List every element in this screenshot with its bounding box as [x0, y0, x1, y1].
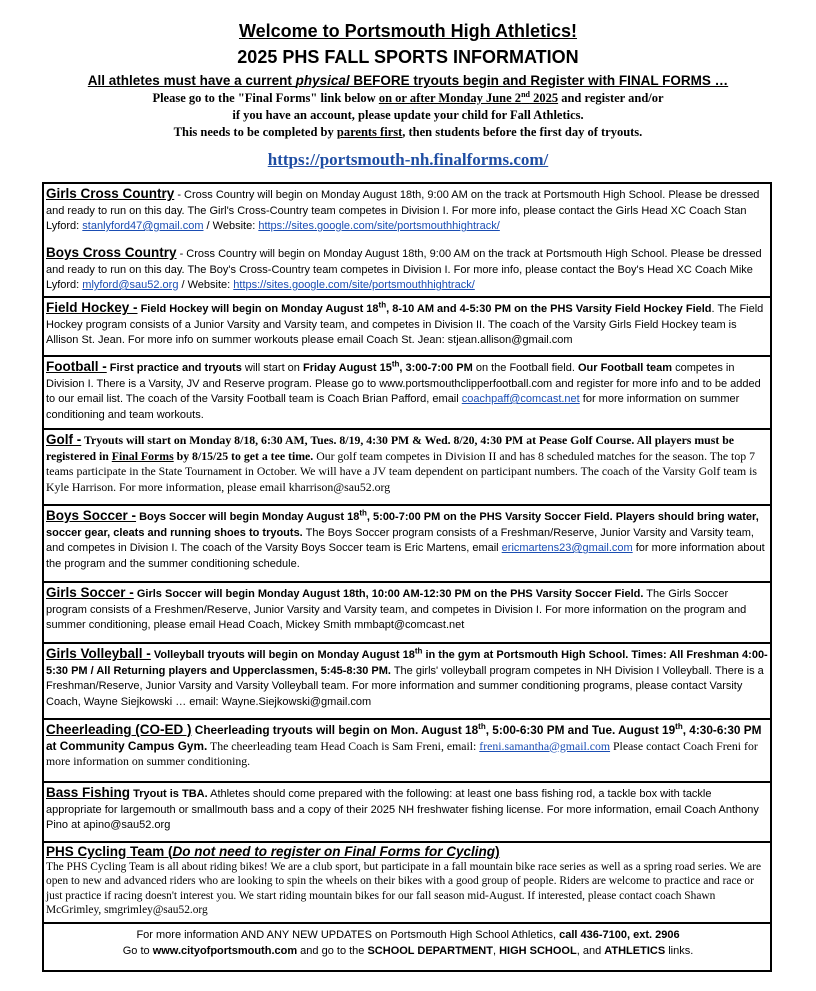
final-forms-url — [0, 149, 816, 171]
cheerleading-bold-c: , 4:30-6:30 PM at Community Campus Gym. — [46, 723, 762, 753]
divider-6 — [44, 642, 770, 644]
divider-4 — [44, 504, 770, 506]
instruction-date-text: on or after Monday June 2 — [378, 91, 522, 105]
girls-xc-mid: / Website: — [203, 220, 259, 232]
golf-bold-b: Final Forms — [111, 448, 174, 463]
bass-fishing-text: Athletes should come prepared with the following: at least one bass fishing rod, a tackle box with tackle appropriate for largemouth or smallmouth bass and a copy of their 2025 NH freshwater fishing license. For more information, email Coach Anthony Pino at apino@sau52.org — [46, 788, 759, 831]
instruction-date-sup: nd — [521, 89, 530, 99]
football-email-link[interactable]: coachpaff@comcast.net — [461, 393, 580, 405]
cycling-title-c: ) — [495, 844, 500, 859]
cheerleading-title: Cheerleading (CO-ED ) — [46, 722, 192, 737]
footer-line-2-e: , — [492, 945, 500, 957]
final-forms-link[interactable]: https://portsmouth-nh.finalforms.com/ — [267, 150, 549, 169]
section-girls-cross-country — [46, 186, 770, 235]
footer-line-1 — [46, 927, 770, 943]
football-bold-b: Friday August 15 — [302, 362, 392, 374]
volleyball-bold-a: Volleyball tryouts will begin on Monday August 18 — [150, 649, 415, 661]
girls-soccer-text: The Girls Soccer program consists of a Freshmen/Reserve, Junior Varsity and Varsity team, and competes in Division I. For more information on the program and summer conditioning, please email Head Coach, Mickey Smith mmbapt@comcast.net — [46, 588, 747, 631]
cheerleading-email-link[interactable]: freni.samantha@gmail.com — [479, 738, 611, 753]
parents-instruction — [0, 124, 816, 141]
requirement-text-c: BEFORE tryouts begin and Register with FINAL FORMS … — [349, 73, 729, 88]
footer-school-dept: SCHOOL DEPARTMENT — [367, 945, 493, 957]
update-instruction: if you have an account, please update your child for Fall Athletics. — [232, 108, 584, 122]
footer-phone: call 436-7100, ext. 2906 — [559, 929, 680, 941]
section-bass-fishing — [46, 785, 770, 834]
volleyball-text: The girls' volleyball program competes in NH Division I Volleyball. There is a Freshman/Reserve, Junior Varsity and Varsity Volleyball team. For more information and summer conditioning programs, please contact Varsity Coach, Wayne Siejkowski … email: Wayne.Siejkowski@gmail.com — [46, 664, 764, 708]
footer-line-2 — [46, 943, 770, 959]
boys-xc-website-link[interactable]: https://sites.google.com/site/portsmouthhightrack/ — [233, 279, 475, 291]
footer-line-2-a: Go to — [122, 945, 153, 957]
girls-soccer-title: Girls Soccer - — [46, 585, 134, 600]
field-hockey-title: Field Hockey - — [46, 300, 138, 315]
divider-9 — [44, 841, 770, 843]
footer-website[interactable]: www.cityofportsmouth.com — [152, 945, 298, 957]
section-girls-volleyball — [46, 646, 770, 710]
golf-bold-a: Tryouts will start on Monday 8/18, 6:30 AM, Tues. 8/19, 4:30 PM & Wed. 8/20, 4:30 PM at Pease Golf Course. All players must be registered in — [46, 433, 734, 463]
section-field-hockey — [46, 300, 770, 349]
field-hockey-bold-b: , 8-10 AM and 4-5:30 PM on the PHS Varsity Field Hockey Field — [386, 303, 712, 315]
girls-xc-email-link[interactable]: stanlyford47@gmail.com — [82, 220, 204, 232]
final-forms-instruction — [0, 90, 816, 107]
section-boys-cross-country — [46, 245, 770, 294]
instruction-a: Please go to the "Final Forms" link below — [152, 91, 379, 105]
parents-c: , then students before the first day of tryouts. — [402, 125, 643, 139]
instruction-date — [379, 91, 558, 105]
cheerleading-text-a: The cheerleading team Head Coach is Sam Freni, email: — [207, 738, 480, 753]
requirement-physical: physical — [295, 73, 350, 88]
divider-2 — [44, 355, 770, 357]
volleyball-sup: th — [414, 646, 423, 656]
divider-10 — [44, 922, 770, 924]
requirement-text-a: All athletes must have a current — [87, 73, 296, 88]
football-bold-d: Our Football team — [577, 362, 673, 374]
footer-high-school: HIGH SCHOOL — [499, 945, 577, 957]
boys-soccer-title: Boys Soccer - — [46, 508, 137, 523]
cheerleading-sup-1: th — [478, 722, 486, 732]
divider-5 — [44, 581, 770, 583]
boys-xc-email-link[interactable]: mlyford@sau52.org — [82, 279, 179, 291]
welcome-title: Welcome to Portsmouth High Athletics! — [238, 21, 578, 41]
cheerleading-text-b: Please contact Coach Freni for more information on summer conditioning. — [46, 738, 758, 768]
football-title: Football - — [46, 359, 107, 374]
document-header — [0, 18, 816, 171]
footer-athletics: ATHLETICS — [604, 945, 666, 957]
field-hockey-sup: th — [378, 300, 387, 310]
footer-line-2-i: links. — [665, 945, 694, 957]
football-bold-a: First practice and tryouts — [106, 362, 242, 374]
physical-requirement — [0, 72, 816, 90]
section-girls-soccer — [46, 585, 770, 634]
football-text-a: will start on — [241, 362, 303, 374]
football-text-d: for more information on summer conditioning and team workouts. — [46, 393, 740, 421]
boys-soccer-text-a: The Boys Soccer program consists of a Freshman/Reserve, Junior Varsity and Varsity team, and competes in Division I. The coach of the Varsity Boys Soccer team is Eric Martens, email — [46, 526, 754, 554]
fall-sports-subtitle: 2025 PHS FALL SPORTS INFORMATION — [237, 47, 579, 67]
instruction-d: and register and/or — [558, 91, 664, 105]
cycling-title — [46, 845, 770, 860]
boys-xc-mid: / Website: — [178, 279, 234, 291]
football-bold-c: , 3:00-7:00 PM — [399, 362, 473, 374]
bass-fishing-title: Bass Fishing — [46, 785, 131, 800]
boys-soccer-bold-b: , 5:00-7:00 PM on the PHS Varsity Soccer Field. Players should bring water, soccer gear, cleats and running shoes to tryouts. — [46, 511, 759, 539]
section-golf — [46, 432, 770, 495]
divider-1 — [44, 296, 770, 298]
cycling-title-a: PHS Cycling Team ( — [46, 844, 173, 859]
boys-soccer-bold-a: Boys Soccer will begin Monday August 18 — [136, 511, 360, 523]
section-football — [46, 359, 770, 423]
cycling-text: The PHS Cycling Team is all about riding bikes! We are a club sport, but participate in a fall mountain bike race series as well as a spring road series. We are open to new and advanced riders who are looking to spin the wheels on their bikes with a good group of people. Riders are welcome to practice and race or just practice if racing doesn't interest you. We start riding mountain bikes for our fall season mid-August. If interested, please contact coach Shawn McGrimley, smgrimley@sau52.org — [46, 860, 762, 916]
cheerleading-bold-a: Cheerleading tryouts will begin on Mon. August 18 — [191, 723, 479, 737]
field-hockey-text: . The Field Hockey program consists of a Junior Varsity and Varsity team, and competes in Division II. The coach of the Varsity Girls Field Hockey team is Allison St. Jean. For more info on summer workouts please email Coach St. Jean: stjean.allison@gmail.com — [46, 303, 764, 346]
boys-xc-text: - Cross Country will begin on Monday August 18th, 9:00 AM on the track at Portsmouth High School. Please be dressed and ready to run on this day. The Boy's Cross-Country team competes in Division I. For more info, please contact the Boy's Head XC Coach Mike Lyford: — [46, 248, 762, 291]
girls-xc-title: Girls Cross Country — [46, 186, 175, 201]
instruction-year: 2025 — [529, 91, 559, 105]
footer-line-2-g: , and — [576, 945, 605, 957]
golf-text: Our golf team competes in Division II and has 8 scheduled matches for the season. The top 7 teams participate in the State Tournament in October. We will have a JV team dependent on participant numbers. The coach of the Varsity Golf team is Kyle Harrison. For more information, please email kharrison@sau52.org — [46, 448, 757, 494]
parents-b: parents first — [336, 125, 403, 139]
football-text-c: competes in Division I. There is a Varsity, JV and Reserve program. Please go to www.portsmouthclipperfootball.com and register for more info and to be added to our email list. The coach of the Varsity Football team is Coach Brian Pafford, email — [46, 362, 761, 405]
boys-soccer-text-b: for more information about the program and the summer conditioning schedule. — [46, 542, 765, 570]
football-sup: th — [391, 359, 400, 369]
divider-7 — [44, 718, 770, 720]
cycling-title-b: Do not need to register on Final Forms for Cycling — [172, 844, 496, 859]
girls-soccer-bold-a: Girls Soccer will begin Monday August 18th, 10:00 AM-12:30 PM on the PHS Varsity Soccer Field. — [133, 588, 644, 600]
girls-xc-text: - Cross Country will begin on Monday August 18th, 9:00 AM on the track at Portsmouth High School. Please be dressed and ready to run on this day. The Girl's Cross-Country team competes in Division I. For more info, please contact the Girls Head XC Coach Stan Lyford: — [46, 189, 760, 232]
divider-3 — [44, 428, 770, 430]
section-cycling — [46, 845, 770, 918]
volleyball-bold-b: in the gym at Portsmouth High School. Times: All Freshman 4:00-5:30 PM / All Returning players and Upperclassmen, 5:45-8:30 PM. — [46, 649, 768, 677]
section-cheerleading — [46, 722, 770, 770]
divider-8 — [44, 781, 770, 783]
boys-soccer-sup: th — [359, 508, 367, 518]
football-text-b: on the Football field. — [472, 362, 578, 374]
footer-info — [46, 927, 770, 959]
golf-bold-c: by 8/15/25 to get a tee time. — [173, 448, 314, 463]
section-boys-soccer — [46, 508, 770, 572]
footer-line-2-c: and go to the — [297, 945, 368, 957]
footer-line-1-a: For more information AND ANY NEW UPDATES on Portsmouth High School Athletics, — [136, 929, 560, 941]
boys-soccer-email-link[interactable]: ericmartens23@gmail.com — [501, 542, 633, 554]
cheerleading-bold-b: , 5:00-6:30 PM and Tue. August 19 — [485, 723, 676, 737]
cheerleading-sup-2: th — [675, 722, 683, 732]
volleyball-title: Girls Volleyball - — [46, 646, 151, 661]
bass-fishing-bold-a: Tryout is TBA. — [130, 788, 208, 800]
girls-xc-website-link[interactable]: https://sites.google.com/site/portsmouthhightrack/ — [258, 220, 500, 232]
golf-title: Golf - — [46, 432, 82, 447]
field-hockey-bold-a: Field Hockey will begin on Monday August 18 — [137, 303, 379, 315]
parents-a: This needs to be completed by — [173, 125, 337, 139]
boys-xc-title: Boys Cross Country — [46, 245, 177, 260]
